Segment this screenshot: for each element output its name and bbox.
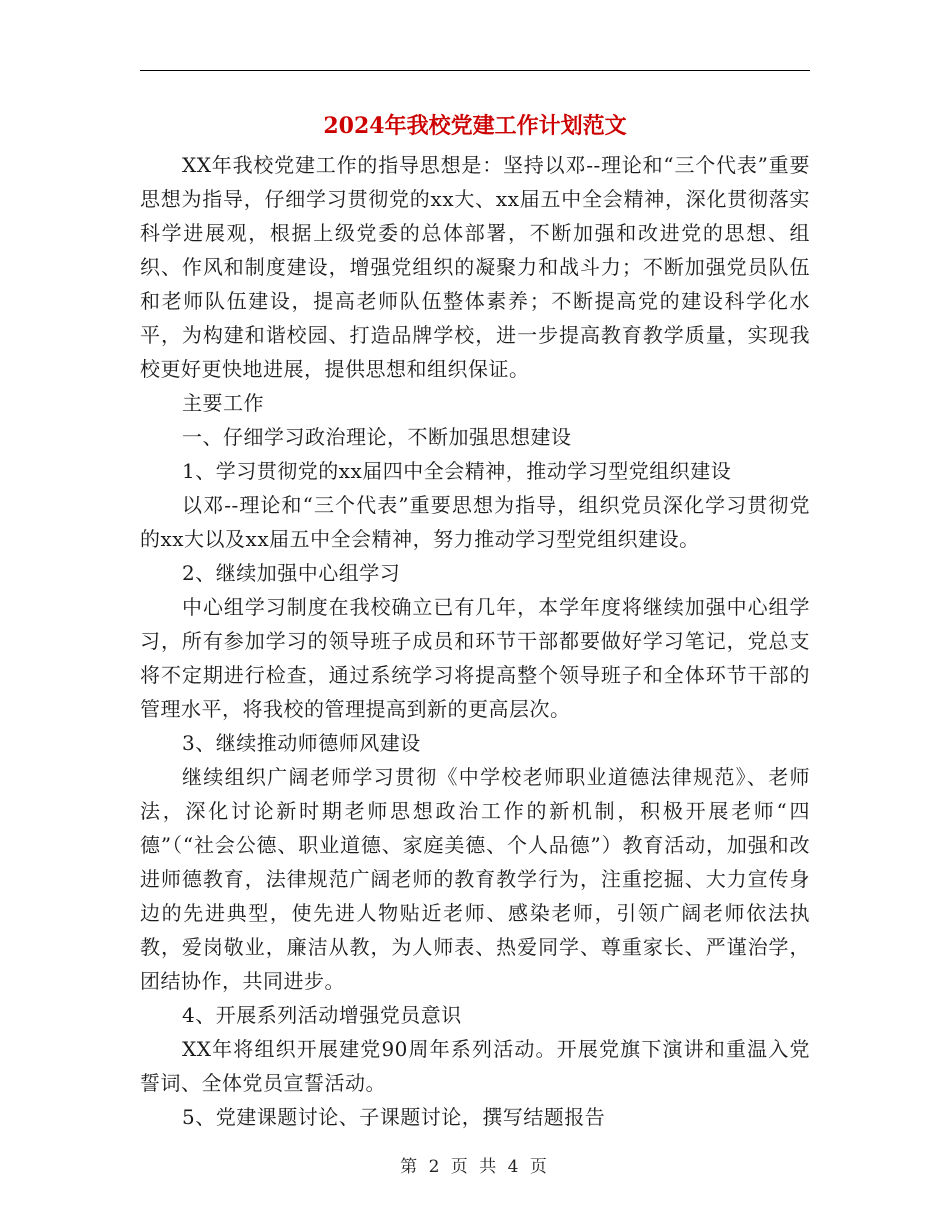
paragraph-4: XX年将组织开展建党90周年系列活动。开展党旗下演讲和重温入党誓词、全体党员宣誓活动。 <box>140 1037 810 1095</box>
subheading-4: 4、开展系列活动增强党员意识 <box>182 1003 462 1027</box>
paragraph-guiding-ideology: XX年我校党建工作的指导思想是：坚持以邓--理论和“三个代表”重要思想为指导，仔细学习贯彻党的xx大、xx届五中全会精神，深化贯彻落实科学进展观，根据上级党委的总体部署，不断加强和改进党的思想、组织、作风和制度建设，增强党组织的凝聚力和战斗力；不断加强党员队伍和老师队伍建设，提高老师队伍整体素养；不断提高党的建设科学化水平，为构建和谐校园、打造品牌学校，进一步提高教育教学质量，实现我校更好更快地进展，提供思想和组织保证。 <box>140 153 810 381</box>
subheading-3: 3、继续推动师德师风建设 <box>182 731 421 755</box>
document-body <box>140 148 810 1134</box>
subheading-2: 2、继续加强中心组学习 <box>182 561 401 585</box>
document-title: 2024年我校党建工作计划范文 <box>323 113 627 139</box>
header-rule <box>140 70 810 71</box>
paragraph-1: 以邓--理论和“三个代表”重要思想为指导，组织党员深化学习贯彻党的xx大以及xx届五中全会精神，努力推动学习型党组织建设。 <box>140 493 810 551</box>
page-number: 第 2 页 共 4 页 <box>400 1157 550 1177</box>
subheading-5: 5、党建课题讨论、子课题讨论，撰写结题报告 <box>182 1105 606 1129</box>
section-heading-1: 一、仔细学习政治理论，不断加强思想建设 <box>182 425 572 449</box>
subheading-1: 1、学习贯彻党的xx届四中全会精神，推动学习型党组织建设 <box>182 459 732 483</box>
paragraph-2: 中心组学习制度在我校确立已有几年，本学年度将继续加强中心组学习，所有参加学习的领导班子成员和环节干部都要做好学习笔记，党总支将不定期进行检查，通过系统学习将提高整个领导班子和全体环节干部的管理水平，将我校的管理提高到新的更高层次。 <box>140 595 810 721</box>
section-heading-main-work: 主要工作 <box>182 391 264 415</box>
paragraph-3: 继续组织广阔老师学习贯彻《中学校老师职业道德法律规范》、老师法，深化讨论新时期老师思想政治工作的新机制，积极开展老师“四德”（“社会公德、职业道德、家庭美德、个人品德”）教育活动，加强和改进师德教育，法律规范广阔老师的教育教学行为，注重挖掘、大力宣传身边的先进典型，使先进人物贴近老师、感染老师，引领广阔老师依法执教，爱岗敬业，廉洁从教，为人师表、热爱同学、尊重家长、严谨治学，团结协作，共同进步。 <box>140 765 810 993</box>
